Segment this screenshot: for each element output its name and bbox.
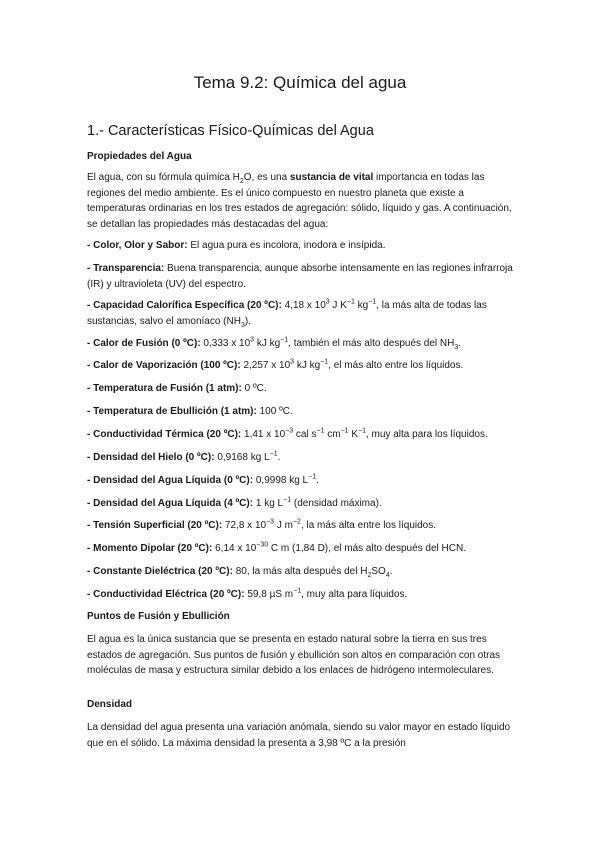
property-electrical-conductivity: - Conductividad Eléctrica (20 ºC): 59,8 µS $m^{-1}$, muy alta para líquidos.	[87, 587, 408, 600]
property-thermal-conductivity: - Conductividad Térmica (20 ºC): 1,41 x $10^{-3}$ cal $s^{-1}$ $cm^{-1}$ $K^{-1}$, muy alta para los líquidos.	[87, 427, 488, 440]
property-dielectric-constant: - Constante Dieléctrica (20 ºC): 80, la más alta después del $H_2SO_4$.	[87, 566, 393, 579]
subheading-density: Densidad	[87, 699, 133, 710]
property-melting-point: - Temperatura de Fusión (1 atm): 0 ºC.	[87, 383, 267, 394]
property-transparency: - Transparencia: Buena transparencia, aunque absorbe intensamente en las regiones infrarroja (IR) y ultravioleta (UV) del espectro.	[87, 263, 513, 290]
paragraph-fusion-boiling: El agua es la única sustancia que se presenta en estado natural sobre la tierra en sus tres estados de agregación. Sus puntos de fusión y ebullición son altos en comparación con otras moléculas de masa y estructura similar debido a los enlaces de hidrógeno intermoleculares.	[87, 634, 501, 676]
subheading-properties: Propiedades del Agua	[87, 151, 192, 162]
property-liquid-density-0: - Densidad del Agua Líquida (0 ºC): 0,9998 kg $L^{-1}$.	[87, 473, 319, 486]
property-heat-fusion: - Calor de Fusión (0 ºC): 0,333 x $10^3$ kJ $kg^{-1}$, también el más alto después del $NH_3$.	[87, 336, 462, 351]
property-ice-density: - Densidad del Hielo (0 ºC): 0,9168 kg $L^{-1}$.	[87, 450, 281, 463]
paragraph-intro: El agua, con su fórmula química $H_2O$, es una sustancia de vital importancia en todas las regiones del medio ambiente. Es el único compuesto en nuestro planeta que existe a temperaturas ordinarias en los tres estados de agregación: sólido, líquido y gas. A continuación, se detallan las propiedades más destacadas del agua:	[87, 172, 512, 230]
property-color: - Color, Olor y Sabor: El agua pura es incolora, inodora e insípida.	[87, 240, 386, 251]
section-heading: 1.- Características Físico-Químicas del Agua	[87, 123, 374, 139]
property-boiling-point: - Temperatura de Ebullición (1 atm): 100 ºC.	[87, 406, 293, 417]
property-heat-capacity: - Capacidad Calorífica Específica (20 ºC): 4,18 x $10^3$ J $K^{-1}$ $kg^{-1}$, la más alta de todas las sustancias, salvo el amoníaco $(NH_3)$.	[87, 298, 487, 329]
page-title: Tema 9.2: Química del agua	[193, 73, 407, 92]
subheading-fusion-boiling: Puntos de Fusión y Ebullición	[87, 611, 230, 622]
property-heat-vaporization: - Calor de Vaporización (100 ºC): 2,257 x $10^3$ kJ $kg^{-1}$, el más alto entre los líquidos.	[87, 358, 464, 371]
paragraph-density: La densidad del agua presenta una variación anómala, siendo su valor mayor en estado líquido que en el sólido. La máxima densidad la presenta a 3,98 ºC a la presión	[87, 722, 511, 749]
property-liquid-density-4: - Densidad del Agua Líquida (4 ºC): 1 kg $L^{-1}$ (densidad máxima).	[87, 496, 382, 509]
property-surface-tension: - Tensión Superficial (20 ºC): 72,8 x $10^{-3}$ J $m^{-2}$, la más alta entre los líquidos.	[87, 518, 437, 531]
property-dipole-moment: - Momento Dipolar (20 ºC): 6,14 x $10^{-30}$ C m (1,84 D), el más alto después del HCN.	[87, 541, 466, 554]
